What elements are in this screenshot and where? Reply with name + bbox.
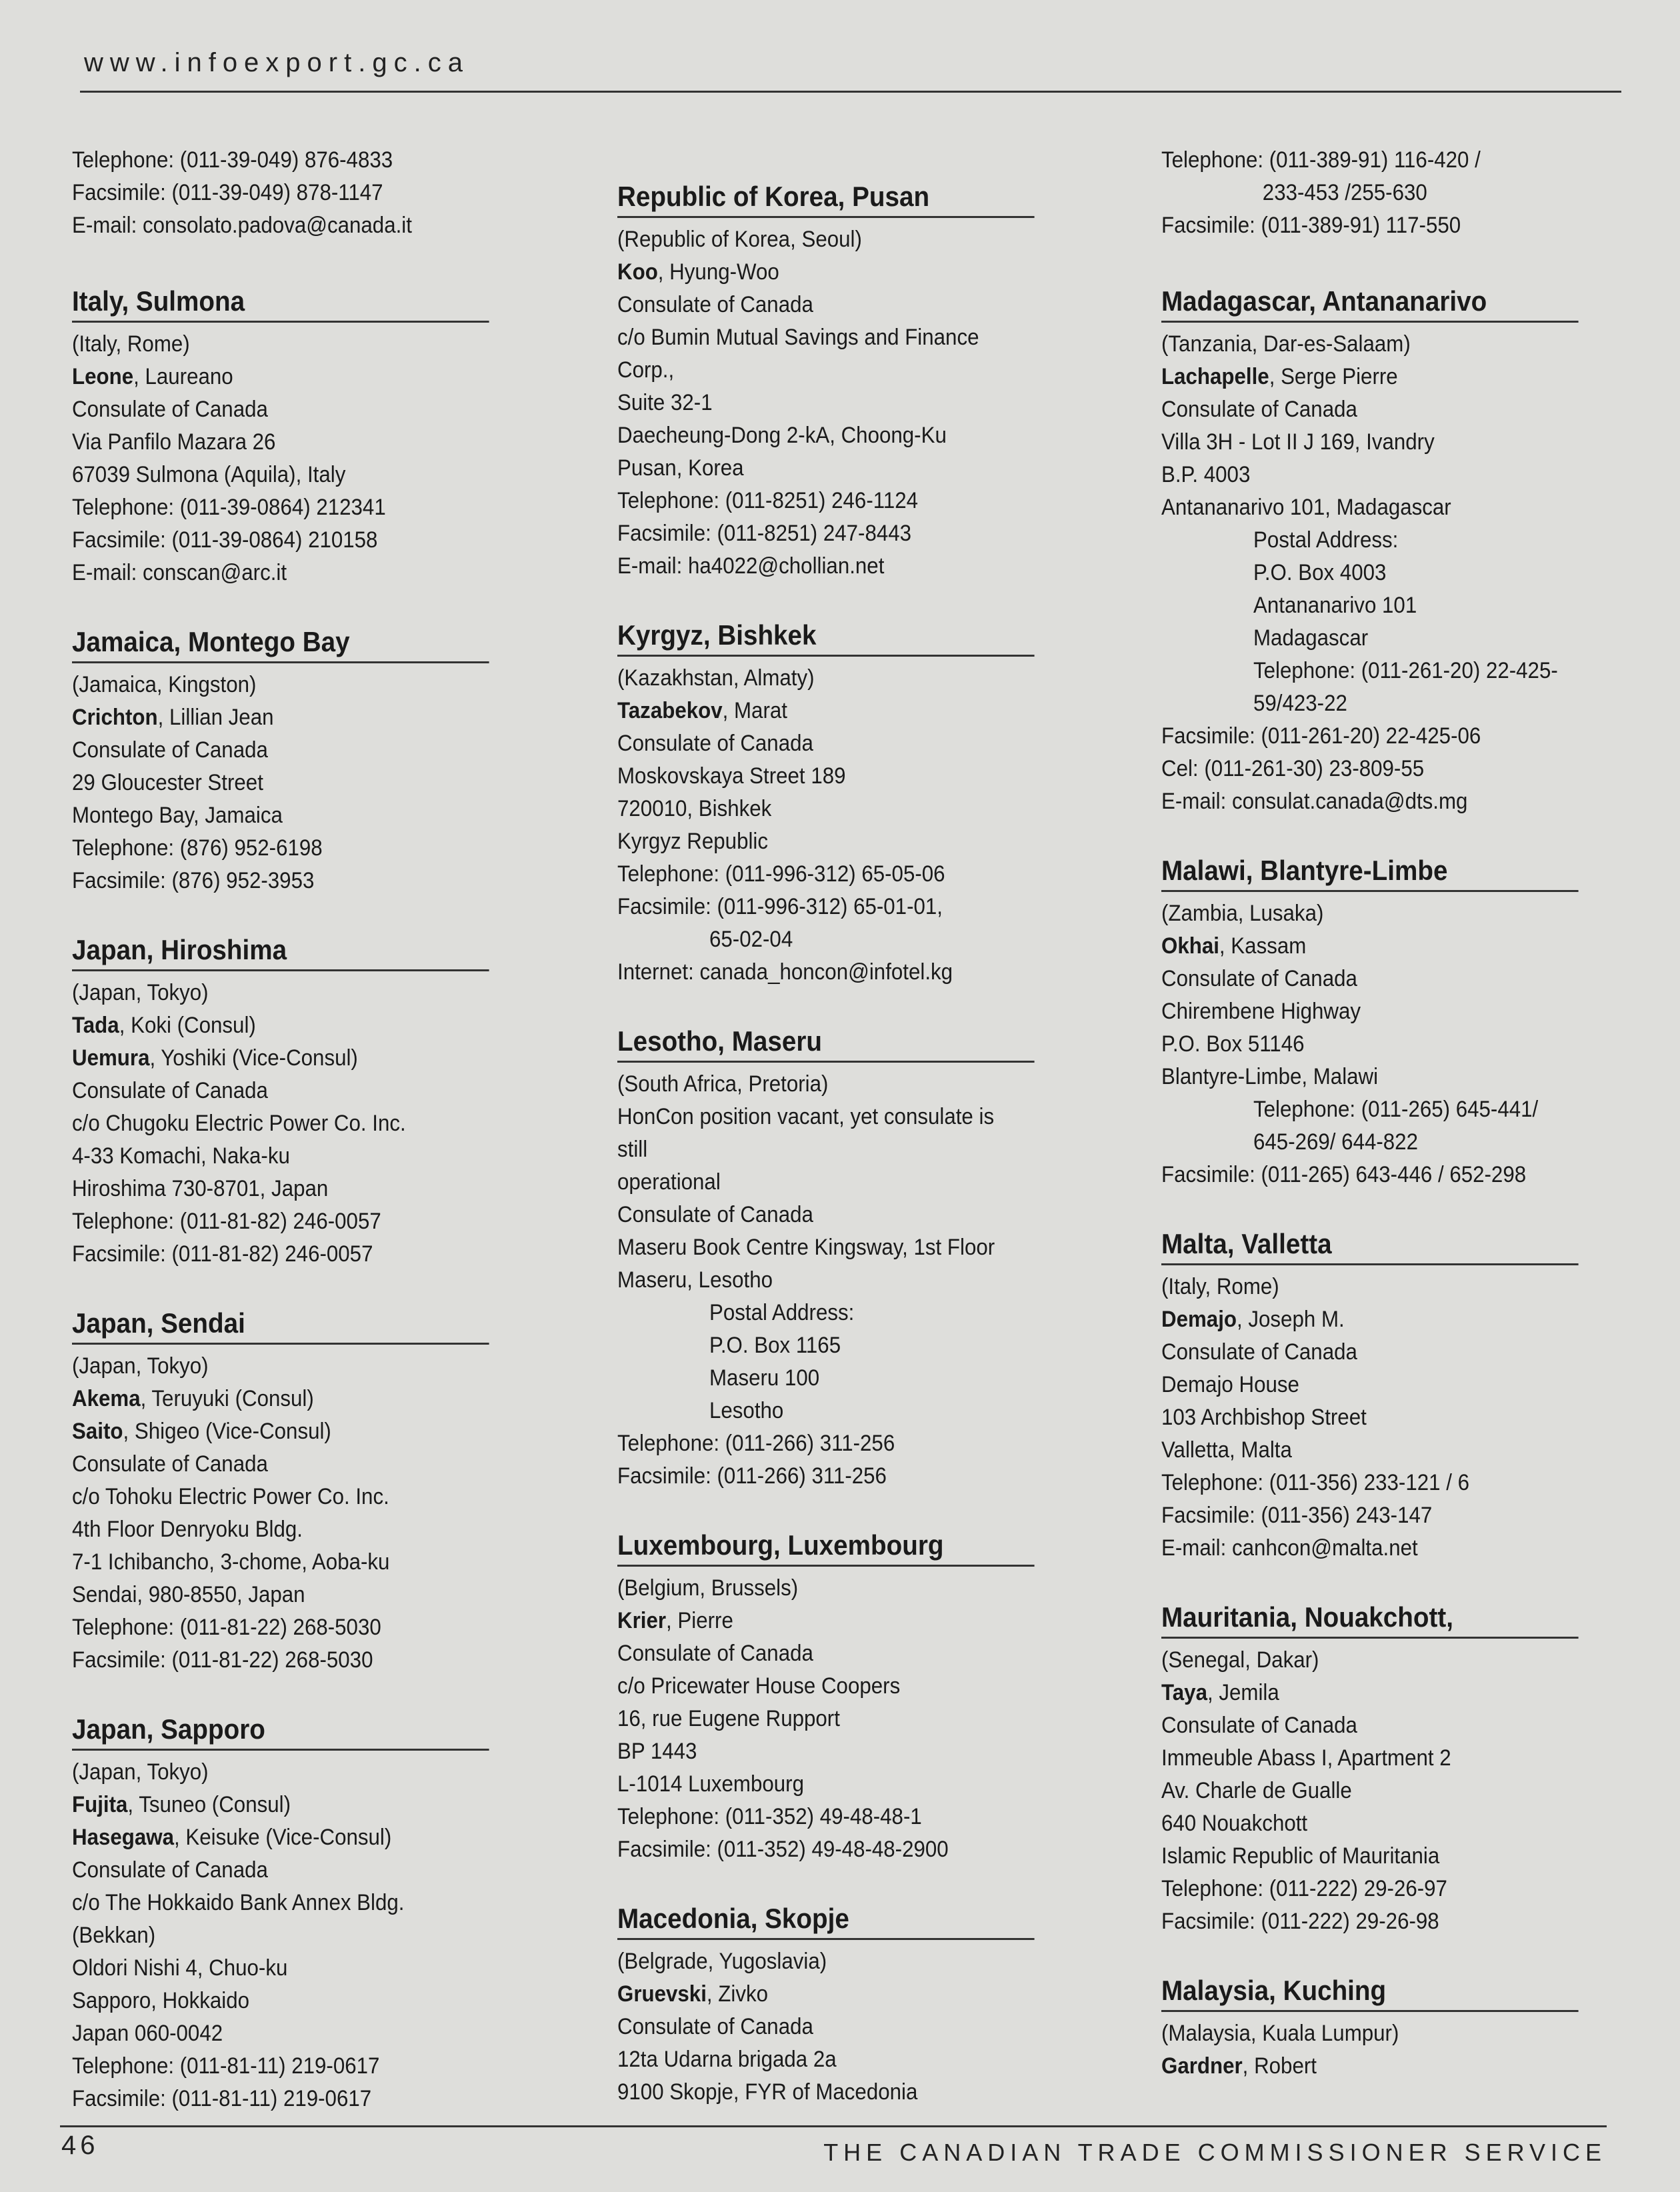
- text-line: Facsimile: (011-222) 29-26-98: [1161, 1909, 1439, 1934]
- contact-name: [72, 1042, 501, 1075]
- directory-entry: [617, 1899, 1084, 2109]
- text-line: E-mail: canhcon@malta.net: [1161, 1535, 1418, 1561]
- text-line: 645-269/ 644-822: [1253, 1129, 1418, 1155]
- text-line: Internet: canada_honcon@infotel.kg: [617, 959, 953, 985]
- contact-given-name: , Robert: [1242, 2053, 1317, 2079]
- column-3: [1161, 144, 1628, 2116]
- text-line: Facsimile: (011-8251) 247-8443: [617, 521, 912, 546]
- text-line: Hiroshima 730-8701, Japan: [72, 1176, 329, 1201]
- text-line: Blantyre-Limbe, Malawi: [1161, 1064, 1379, 1089]
- column-2: [617, 177, 1084, 2142]
- text-line: Maseru Book Centre Kingsway, 1st Floor: [617, 1235, 995, 1260]
- text-line: Telephone: (011-81-82) 246-0057: [72, 1209, 381, 1234]
- contact-name: [1161, 361, 1591, 393]
- contact-name: [72, 1821, 501, 1854]
- contact-given-name: , Laureano: [133, 364, 233, 389]
- text-line: 7-1 Ichibancho, 3-chome, Aoba-ku: [72, 1549, 390, 1575]
- text-line: Consulate of Canada: [1161, 1339, 1357, 1365]
- text-line: Cel: (011-261-30) 23-809-55: [1161, 756, 1425, 781]
- directory-entry: [1161, 282, 1628, 818]
- text-line: Consulate of Canada: [617, 1202, 813, 1227]
- text-line: Facsimile: (011-265) 643-446 / 652-298: [1161, 1162, 1527, 1187]
- text-line: Postal Address:: [709, 1300, 855, 1325]
- continued-block: [72, 144, 539, 242]
- entry-subtitle: (Japan, Tokyo): [72, 980, 209, 1005]
- text-line: 4-33 Komachi, Naka-ku: [72, 1143, 290, 1169]
- column-1: [72, 144, 539, 2149]
- text-line: Av. Charle de Gualle: [1161, 1778, 1352, 1803]
- contact-given-name: , Zivko: [706, 1981, 769, 2007]
- contact-surname: Demajo: [1161, 1307, 1237, 1332]
- text-line: Via Panfilo Mazara 26: [72, 429, 276, 455]
- text-line: Telephone: (011-389-91) 116-420 /: [1161, 147, 1481, 173]
- directory-entry: [1161, 1971, 1628, 2083]
- text-line: Postal Address:: [1253, 527, 1399, 553]
- text-line: Telephone: (011-81-11) 219-0617: [72, 2053, 380, 2079]
- text-line: Oldori Nishi 4, Chuo-ku: [72, 1955, 288, 1981]
- text-line: Valletta, Malta: [1161, 1437, 1292, 1463]
- text-line: Telephone: (011-356) 233-121 / 6: [1161, 1470, 1470, 1495]
- entry-subtitle: (Zambia, Lusaka): [1161, 901, 1324, 926]
- contact-surname: Crichton: [72, 705, 158, 730]
- entry-subtitle: (Jamaica, Kingston): [72, 672, 257, 697]
- entry-title: Kyrgyz, Bishkek: [617, 616, 1035, 657]
- text-line: Madagascar: [1253, 625, 1369, 651]
- directory-entry: [72, 931, 539, 1271]
- entry-title: Italy, Sulmona: [72, 282, 489, 323]
- contact-surname: Tada: [72, 1013, 119, 1038]
- contact-given-name: , Teruyuki (Consul): [140, 1386, 314, 1411]
- entry-subtitle: (Tanzania, Dar-es-Salaam): [1161, 331, 1411, 357]
- text-line: Facsimile: (011-81-82) 246-0057: [72, 1241, 373, 1267]
- text-line: 233-453 /255-630: [1262, 180, 1427, 205]
- text-line: Telephone: (011-352) 49-48-48-1: [617, 1804, 922, 1829]
- directory-entry: [1161, 851, 1628, 1191]
- header-url: www.infoexport.gc.ca: [84, 48, 469, 77]
- contact-given-name: , Lillian Jean: [157, 705, 274, 730]
- text-line: Facsimile: (011-39-049) 878-1147: [72, 180, 383, 205]
- directory-entry: [617, 177, 1084, 583]
- text-line: Islamic Republic of Mauritania: [1161, 1843, 1440, 1869]
- contact-name: [72, 1383, 501, 1415]
- directory-entry: [617, 1022, 1084, 1493]
- contact-given-name: , Hyung-Woo: [657, 259, 779, 285]
- contact-surname: Gruevski: [617, 1981, 707, 2007]
- contact-name: [1161, 2050, 1591, 2083]
- entry-subtitle: (Senegal, Dakar): [1161, 1647, 1319, 1673]
- text-line: Consulate of Canada: [72, 1857, 268, 1883]
- text-line: Telephone: (011-265) 645-441/: [1253, 1097, 1539, 1122]
- text-line: Telephone: (011-39-0864) 212341: [72, 495, 386, 520]
- text-line: Consulate of Canada: [72, 1451, 268, 1477]
- text-line: Suite 32-1: [617, 390, 713, 415]
- contact-name: [72, 1789, 501, 1821]
- contact-name: [72, 701, 501, 734]
- text-line: Facsimile: (011-352) 49-48-48-2900: [617, 1837, 949, 1862]
- text-line: 29 Gloucester Street: [72, 770, 263, 795]
- contact-surname: Tazabekov: [617, 698, 723, 723]
- directory-entry: [72, 1304, 539, 1677]
- contact-surname: Uemura: [72, 1045, 150, 1071]
- text-line: Facsimile: (011-356) 243-147: [1161, 1503, 1433, 1528]
- text-line: 720010, Bishkek: [617, 796, 772, 821]
- directory-entry: [72, 623, 539, 897]
- contact-name: [72, 1415, 501, 1448]
- text-line: P.O. Box 4003: [1253, 560, 1387, 585]
- footer-rule: [60, 2125, 1607, 2127]
- contact-name: [1161, 1677, 1591, 1709]
- text-line: Facsimile: (011-81-11) 219-0617: [72, 2086, 372, 2111]
- col3-entries: [1161, 282, 1628, 2083]
- text-line: Daecheung-Dong 2-kA, Choong-Ku: [617, 423, 947, 448]
- text-line: Facsimile: (011-39-0864) 210158: [72, 527, 378, 553]
- contact-surname: Lachapelle: [1161, 364, 1269, 389]
- text-line: Telephone: (876) 952-6198: [72, 835, 323, 861]
- text-line: Consulate of Canada: [617, 1641, 813, 1666]
- text-line: E-mail: consulat.canada@dts.mg: [1161, 789, 1468, 814]
- directory-entry: [72, 282, 539, 589]
- contact-name: [72, 361, 501, 393]
- text-line: Consulate of Canada: [617, 731, 813, 756]
- contact-given-name: , Pierre: [666, 1608, 733, 1633]
- page-number: 46: [61, 2131, 99, 2160]
- text-line: Facsimile: (011-266) 311-256: [617, 1463, 887, 1489]
- text-line: 67039 Sulmona (Aquila), Italy: [72, 462, 346, 487]
- contact-name: [617, 256, 1047, 289]
- entry-title: Malta, Valletta: [1161, 1225, 1579, 1265]
- text-line: Consulate of Canada: [617, 292, 813, 317]
- text-line: 640 Nouakchott: [1161, 1811, 1308, 1836]
- contact-name: [617, 1978, 1047, 2011]
- text-line: Facsimile: (011-261-20) 22-425-06: [1161, 723, 1481, 749]
- text-line: still: [617, 1137, 648, 1162]
- text-line: Telephone: (011-996-312) 65-05-06: [617, 861, 945, 887]
- text-line: Maseru 100: [709, 1365, 820, 1391]
- contact-surname: Saito: [72, 1419, 123, 1444]
- text-line: P.O. Box 51146: [1161, 1031, 1305, 1057]
- text-line: c/o Bumin Mutual Savings and Finance: [617, 325, 979, 350]
- contact-given-name: , Marat: [722, 698, 787, 723]
- contact-surname: Akema: [72, 1386, 141, 1411]
- contact-given-name: , Kassam: [1219, 933, 1307, 959]
- text-line: Facsimile: (011-81-22) 268-5030: [72, 1647, 373, 1673]
- text-line: Telephone: (011-39-049) 876-4833: [72, 147, 393, 173]
- entry-title: Macedonia, Skopje: [617, 1899, 1035, 1940]
- text-line: Consulate of Canada: [72, 1078, 268, 1103]
- contact-given-name: , Tsuneo (Consul): [127, 1792, 291, 1817]
- text-line: Antananarivo 101: [1253, 593, 1417, 618]
- entry-subtitle: (Japan, Tokyo): [72, 1759, 209, 1785]
- contact-surname: Leone: [72, 364, 134, 389]
- contact-given-name: , Shigeo (Vice-Consul): [123, 1419, 331, 1444]
- text-line: Consulate of Canada: [1161, 966, 1357, 991]
- contact-name: [617, 695, 1047, 727]
- text-line: Lesotho: [709, 1398, 784, 1423]
- text-line: Facsimile: (011-389-91) 117-550: [1161, 213, 1461, 238]
- contact-name: [1161, 930, 1591, 963]
- header-rule: [80, 91, 1621, 93]
- entry-title: Japan, Sendai: [72, 1304, 489, 1345]
- text-line: Facsimile: (876) 952-3953: [72, 868, 315, 893]
- contact-given-name: , Jemila: [1207, 1680, 1279, 1705]
- text-line: Telephone: (011-222) 29-26-97: [1161, 1876, 1447, 1901]
- text-line: operational: [617, 1169, 721, 1195]
- directory-entry: [1161, 1598, 1628, 1938]
- text-line: E-mail: consolato.padova@canada.it: [72, 213, 412, 238]
- text-line: Telephone: (011-261-20) 22-425-: [1253, 658, 1558, 683]
- text-line: 59/423-22: [1253, 691, 1347, 716]
- contact-given-name: , Koki (Consul): [119, 1013, 256, 1038]
- contact-given-name: , Serge Pierre: [1269, 364, 1398, 389]
- text-line: Telephone: (011-266) 311-256: [617, 1431, 895, 1456]
- entry-title: Luxembourg, Luxembourg: [617, 1526, 1035, 1567]
- text-line: Chirembene Highway: [1161, 999, 1361, 1024]
- text-line: 16, rue Eugene Rupport: [617, 1706, 840, 1731]
- entry-subtitle: (Malaysia, Kuala Lumpur): [1161, 2021, 1399, 2046]
- text-line: Telephone: (011-8251) 246-1124: [617, 488, 919, 513]
- col1-entries: [72, 282, 539, 2115]
- contact-given-name: , Keisuke (Vice-Consul): [174, 1825, 392, 1850]
- contact-name: [1161, 1303, 1591, 1336]
- text-line: Sapporo, Hokkaido: [72, 1988, 250, 2013]
- directory-entry: [617, 1526, 1084, 1866]
- text-line: BP 1443: [617, 1739, 697, 1764]
- text-line: Consulate of Canada: [72, 397, 268, 422]
- entry-subtitle: (Italy, Rome): [72, 331, 190, 357]
- text-line: B.P. 4003: [1161, 462, 1251, 487]
- entry-title: Jamaica, Montego Bay: [72, 623, 489, 663]
- text-line: 65-02-04: [709, 927, 793, 952]
- entry-subtitle: (Italy, Rome): [1161, 1274, 1279, 1299]
- text-line: Pusan, Korea: [617, 455, 744, 481]
- entry-subtitle: (South Africa, Pretoria): [617, 1071, 829, 1097]
- entry-title: Japan, Hiroshima: [72, 931, 489, 971]
- directory-entry: [617, 616, 1084, 989]
- directory-entry: [1161, 1225, 1628, 1565]
- contact-surname: Koo: [617, 259, 658, 285]
- text-line: Villa 3H - Lot II J 169, Ivandry: [1161, 429, 1435, 455]
- entry-title: Japan, Sapporo: [72, 1710, 489, 1751]
- entry-subtitle: (Kazakhstan, Almaty): [617, 665, 815, 691]
- entry-subtitle: (Japan, Tokyo): [72, 1353, 209, 1379]
- text-line: Maseru, Lesotho: [617, 1267, 773, 1293]
- directory-entry: [72, 1710, 539, 2115]
- text-line: Montego Bay, Jamaica: [72, 803, 283, 828]
- col2-entries: [617, 177, 1084, 2109]
- text-line: 4th Floor Denryoku Bldg.: [72, 1517, 303, 1542]
- contact-surname: Gardner: [1161, 2053, 1243, 2079]
- contact-surname: Taya: [1161, 1680, 1207, 1705]
- text-line: Corp.,: [617, 357, 675, 383]
- text-line: Japan 060-0042: [72, 2021, 223, 2046]
- text-line: Antananarivo 101, Madagascar: [1161, 495, 1451, 520]
- entry-subtitle: (Belgium, Brussels): [617, 1575, 799, 1601]
- text-line: Moskovskaya Street 189: [617, 763, 846, 789]
- entry-title: Lesotho, Maseru: [617, 1022, 1035, 1063]
- contact-surname: Fujita: [72, 1792, 128, 1817]
- text-line: Consulate of Canada: [1161, 1713, 1357, 1738]
- text-line: Demajo House: [1161, 1372, 1299, 1397]
- text-line: c/o Pricewater House Coopers: [617, 1673, 901, 1699]
- text-line: Consulate of Canada: [72, 737, 268, 763]
- entry-subtitle: (Belgrade, Yugoslavia): [617, 1949, 827, 1974]
- text-line: Telephone: (011-81-22) 268-5030: [72, 1615, 381, 1640]
- text-line: E-mail: conscan@arc.it: [72, 560, 287, 585]
- text-line: HonCon position vacant, yet consulate is: [617, 1104, 995, 1129]
- text-line: (Bekkan): [72, 1923, 156, 1948]
- text-line: c/o Chugoku Electric Power Co. Inc.: [72, 1111, 406, 1136]
- entry-title: Malawi, Blantyre-Limbe: [1161, 851, 1579, 892]
- text-line: L-1014 Luxembourg: [617, 1771, 804, 1797]
- continued-block: [1161, 144, 1628, 242]
- text-line: Consulate of Canada: [617, 2014, 813, 2039]
- text-line: c/o Tohoku Electric Power Co. Inc.: [72, 1484, 389, 1509]
- contact-given-name: , Yoshiki (Vice-Consul): [149, 1045, 358, 1071]
- text-line: Facsimile: (011-996-312) 65-01-01,: [617, 894, 943, 919]
- entry-title: Mauritania, Nouakchott,: [1161, 1598, 1579, 1639]
- contact-name: [72, 1009, 501, 1042]
- footer-title: THE CANADIAN TRADE COMMISSIONER SERVICE: [823, 2139, 1607, 2166]
- contact-surname: Okhai: [1161, 933, 1219, 959]
- text-line: 12ta Udarna brigada 2a: [617, 2047, 837, 2072]
- text-line: Kyrgyz Republic: [617, 829, 769, 854]
- text-line: 9100 Skopje, FYR of Macedonia: [617, 2079, 918, 2105]
- text-line: Sendai, 980-8550, Japan: [72, 1582, 305, 1607]
- text-line: c/o The Hokkaido Bank Annex Bldg.: [72, 1890, 405, 1915]
- contact-name: [617, 1605, 1047, 1637]
- entry-title: Malaysia, Kuching: [1161, 1971, 1579, 2012]
- entry-title: Republic of Korea, Pusan: [617, 177, 1035, 218]
- text-line: P.O. Box 1165: [709, 1333, 841, 1358]
- text-line: Consulate of Canada: [1161, 397, 1357, 422]
- contact-surname: Hasegawa: [72, 1825, 175, 1850]
- contact-given-name: , Joseph M.: [1237, 1307, 1345, 1332]
- entry-subtitle: (Republic of Korea, Seoul): [617, 227, 862, 252]
- entry-title: Madagascar, Antananarivo: [1161, 282, 1579, 323]
- text-line: Immeuble Abass I, Apartment 2: [1161, 1745, 1451, 1771]
- contact-surname: Krier: [617, 1608, 667, 1633]
- text-line: E-mail: ha4022@chollian.net: [617, 553, 885, 579]
- text-line: 103 Archbishop Street: [1161, 1405, 1367, 1430]
